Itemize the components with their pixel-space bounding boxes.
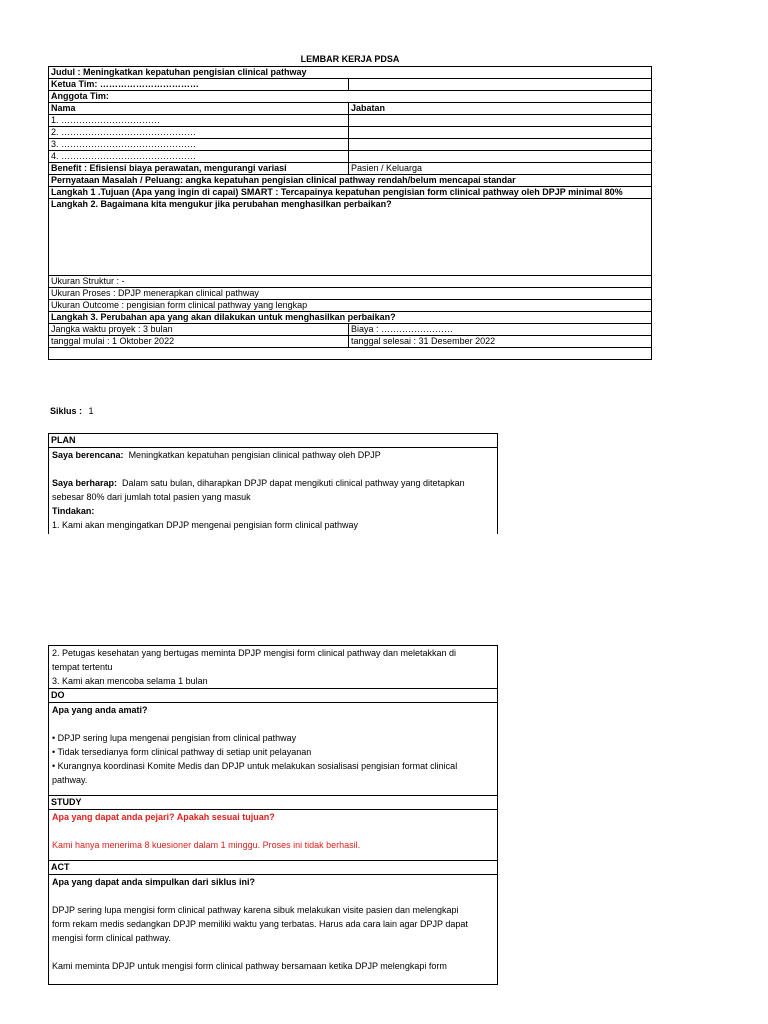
ukuran-struktur-cell: Ukuran Struktur : -	[49, 276, 652, 288]
member-4-jabatan	[349, 151, 652, 163]
berencana-text: Meningkatkan kepatuhan pengisian clinical pathway oleh DPJP	[128, 450, 381, 460]
plan-berharap	[49, 476, 497, 490]
pernyataan-cell: Pernyataan Masalah / Peluang: angka kepatuhan pengisian clinical pathway rendah/belum mencapai standar	[49, 175, 652, 187]
siklus-value: 1	[88, 406, 94, 416]
pdsa-form-table	[48, 66, 652, 360]
benefit-cell: Benefit : Efisiensi biaya perawatan, mengurangi variasi	[49, 163, 349, 175]
plan-box	[48, 433, 498, 534]
tindakan-label: Tindakan:	[52, 506, 95, 516]
study-header: STUDY	[49, 795, 497, 810]
do-header: DO	[49, 688, 497, 703]
act-header: ACT	[49, 860, 497, 875]
berharap-text-1: Dalam satu bulan, diharapkan DPJP dapat mengikuti clinical pathway yang ditetapkan	[122, 478, 465, 488]
jabatan-header: Jabatan	[349, 103, 652, 115]
do-question: Apa yang anda amati?	[52, 705, 148, 715]
siklus-line	[50, 406, 94, 416]
tgl-mulai-cell: tanggal mulai : 1 Oktober 2022	[49, 336, 349, 348]
tindakan-1: 1. Kami akan mengingatkan DPJP mengenai pengisian form clinical pathway	[52, 520, 359, 530]
ukuran-proses-cell: Ukuran Proses : DPJP menerapkan clinical pathway	[49, 288, 652, 300]
member-4: 4. ………………………………………	[49, 151, 349, 163]
ukuran-outcome-cell: Ukuran Outcome : pengisian form clinical pathway yang lengkap	[49, 300, 652, 312]
member-3: 3. ………………………………………	[49, 139, 349, 151]
ketua-jabatan-cell	[349, 79, 652, 91]
jangka-cell: Jangka waktu proyek : 3 bulan	[49, 324, 349, 336]
act-para1-line3: mengisi form clinical pathway.	[52, 933, 171, 943]
tindakan-2b: tempat tertentu	[52, 662, 113, 672]
study-answer: Kami hanya menerima 8 kuesioner dalam 1 minggu. Proses ini tidak berhasil.	[52, 840, 361, 850]
tgl-selesai-cell: tanggal selesai : 31 Desember 2022	[349, 336, 652, 348]
plan-do-study-act-box	[48, 645, 498, 985]
plan-berencana	[49, 448, 497, 462]
anggota-cell: Anggota Tim:	[49, 91, 652, 103]
member-1: 1. ……………………………	[49, 115, 349, 127]
act-question: Apa yang dapat anda simpulkan dari siklus ini?	[52, 877, 256, 887]
do-item-2: • Tidak tersedianya form clinical pathway di setiap unit pelayanan	[52, 747, 312, 757]
member-3-jabatan	[349, 139, 652, 151]
tindakan-2a: 2. Petugas kesehatan yang bertugas meminta DPJP mengisi form clinical pathway dan meletakkan di	[52, 648, 457, 658]
berencana-label: Saya berencana:	[52, 450, 124, 460]
tindakan-3: 3. Kami akan mencoba selama 1 bulan	[52, 676, 208, 686]
biaya-cell: Biaya : ……………………	[349, 324, 652, 336]
berharap-label: Saya berharap:	[52, 478, 118, 488]
berharap-text-2: sebesar 80% dari jumlah total pasien yang masuk	[52, 492, 251, 502]
document-title: LEMBAR KERJA PDSA	[300, 54, 400, 64]
act-para1-line1: DPJP sering lupa mengisi form clinical pathway karena sibuk melakukan visite pasien dan melengkapi	[52, 905, 459, 915]
study-question: Apa yang dapat anda pejari? Apakah sesuai tujuan?	[52, 812, 275, 822]
siklus-label: Siklus :	[50, 406, 83, 416]
nama-header: Nama	[49, 103, 349, 115]
benefit-target-cell: Pasien / Keluarga	[349, 163, 652, 175]
member-2: 2. ………………………………………	[49, 127, 349, 139]
langkah2-cell: Langkah 2. Bagaimana kita mengukur jika perubahan menghasilkan perbaikan?	[49, 199, 652, 276]
member-1-jabatan	[349, 115, 652, 127]
do-item-3-cont: pathway.	[52, 775, 88, 785]
do-item-3: • Kurangnya koordinasi Komite Medis dan DPJP untuk melakukan sosialisasi pengisian format clinical	[52, 761, 458, 771]
act-para2: Kami meminta DPJP untuk mengisi form clinical pathway bersamaan ketika DPJP melengkapi form	[52, 961, 447, 971]
langkah1-cell: Langkah 1 .Tujuan (Apa yang ingin di capai) SMART : Tercapainya kepatuhan pengisian form clinical pathway oleh DPJP minimal 80%	[49, 187, 652, 199]
plan-header: PLAN	[49, 434, 497, 448]
empty-row	[49, 348, 652, 360]
langkah3-cell: Langkah 3. Perubahan apa yang akan dilakukan untuk menghasilkan perbaikan?	[49, 312, 652, 324]
ketua-cell: Ketua Tim: ……………………………	[49, 79, 349, 91]
judul-cell: Judul : Meningkatkan kepatuhan pengisian clinical pathway	[49, 67, 652, 79]
member-2-jabatan	[349, 127, 652, 139]
do-item-1: • DPJP sering lupa mengenai pengisian from clinical pathway	[52, 733, 297, 743]
act-para1-line2: form rekam medis sedangkan DPJP memiliki waktu yang terbatas. Harus ada cara lain agar DPJP dapat	[52, 919, 468, 929]
